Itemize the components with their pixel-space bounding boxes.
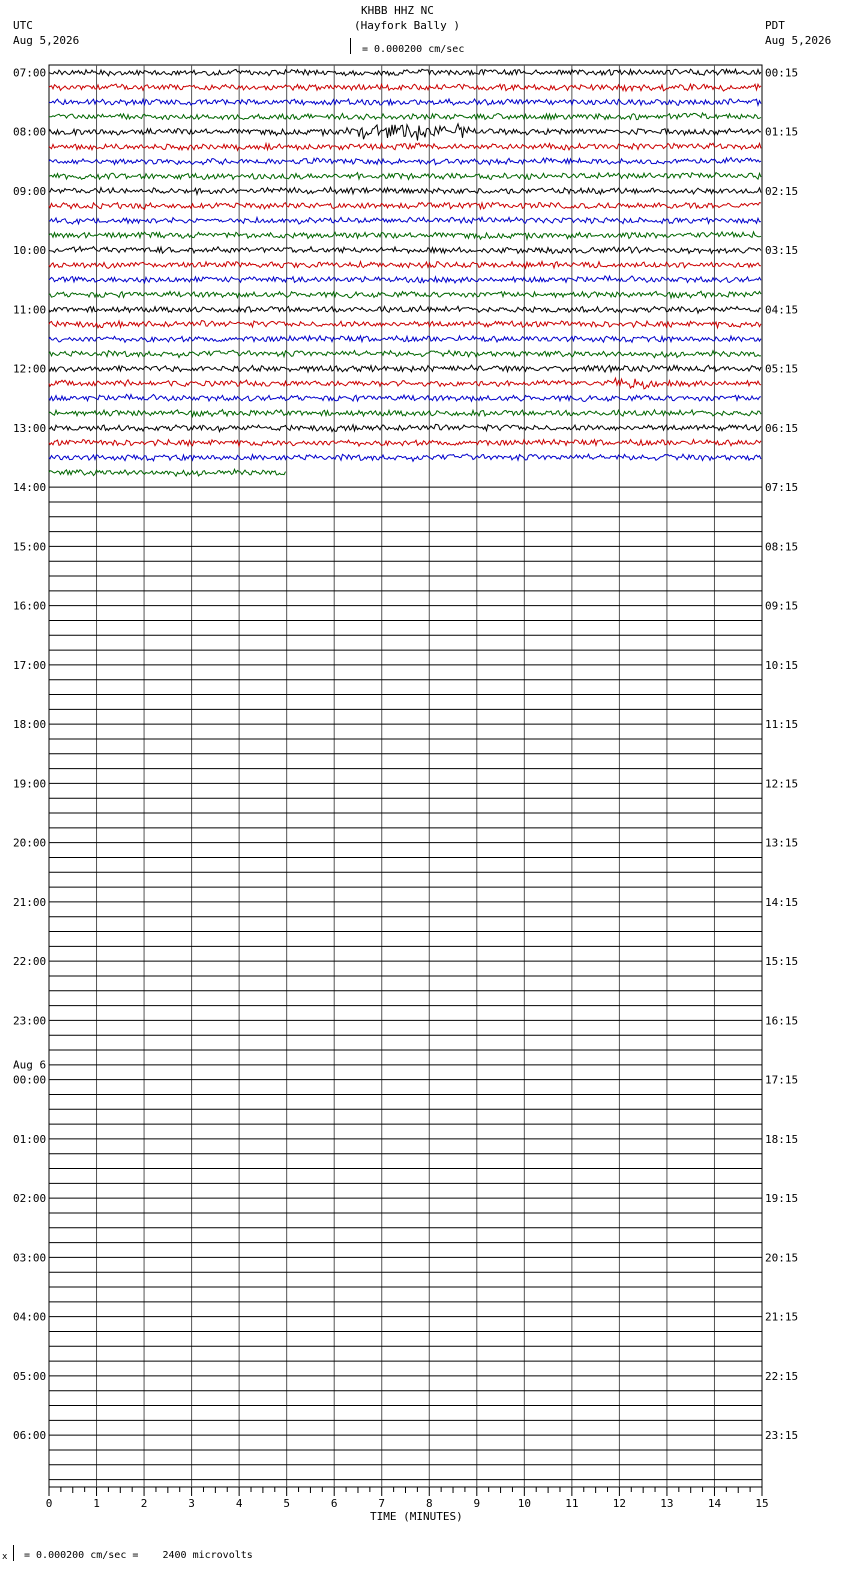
left-hour-label: 06:00 xyxy=(13,1429,47,1443)
right-hour-label: 14:15 xyxy=(765,895,799,909)
seismic-trace xyxy=(49,394,761,401)
seismic-trace xyxy=(49,365,761,372)
left-hour-label: 11:00 xyxy=(13,303,47,317)
x-tick-label: 14 xyxy=(707,1497,722,1510)
left-hour-label: 13:00 xyxy=(13,421,47,435)
seismic-trace xyxy=(49,321,761,328)
left-hour-label: 01:00 xyxy=(13,1132,47,1146)
right-hour-label: 12:15 xyxy=(765,777,799,791)
x-tick-label: 2 xyxy=(140,1497,148,1510)
x-tick-label: 4 xyxy=(235,1497,243,1510)
seismic-trace xyxy=(49,247,761,254)
right-date: Aug 5,2026 xyxy=(765,34,832,47)
left-hour-label: 10:00 xyxy=(13,244,47,258)
footer-scale-icon xyxy=(13,1545,17,1561)
x-tick-label: 13 xyxy=(660,1497,674,1510)
right-hour-label: 01:15 xyxy=(765,125,799,139)
left-hour-label: 08:00 xyxy=(13,125,47,139)
x-tick-label: 10 xyxy=(517,1497,531,1510)
right-hour-label: 03:15 xyxy=(765,244,799,258)
seismic-trace xyxy=(49,99,761,105)
right-hour-label: 17:15 xyxy=(765,1073,799,1087)
right-hour-label: 08:15 xyxy=(765,540,799,554)
x-tick-label: 0 xyxy=(45,1497,53,1510)
right-hour-label: 09:15 xyxy=(765,599,799,613)
seismic-trace xyxy=(49,217,761,224)
station-location: (Hayfork Bally ) xyxy=(354,19,460,32)
right-hour-label: 02:15 xyxy=(765,184,799,198)
scale-label: = 0.000200 cm/sec xyxy=(362,44,465,55)
left-hour-label: 18:00 xyxy=(13,718,47,732)
right-hour-label: 11:15 xyxy=(765,718,799,732)
seismic-trace xyxy=(49,276,761,283)
seismic-trace xyxy=(49,336,761,343)
seismic-trace xyxy=(49,378,761,389)
x-tick-label: 7 xyxy=(378,1497,386,1510)
x-tick-label: 5 xyxy=(283,1497,290,1510)
left-hour-label: 07:00 xyxy=(13,66,47,80)
seismic-trace xyxy=(49,202,761,209)
left-hour-label: 05:00 xyxy=(13,1369,47,1383)
seismic-trace xyxy=(49,84,761,91)
right-timezone: PDT xyxy=(765,19,785,32)
left-hour-label: 04:00 xyxy=(13,1310,47,1324)
x-tick-label: 1 xyxy=(93,1497,100,1510)
seismic-trace xyxy=(49,187,761,194)
seismic-trace xyxy=(49,124,761,141)
footer-scale-label: = 0.000200 cm/sec = 2400 microvolts xyxy=(24,1550,253,1561)
left-hour-label: 22:00 xyxy=(13,955,47,969)
station-title: KHBB HHZ NC xyxy=(361,4,434,17)
left-hour-label: 17:00 xyxy=(13,658,47,672)
x-tick-label: 11 xyxy=(565,1497,579,1510)
seismic-trace xyxy=(49,158,761,165)
right-hour-label: 10:15 xyxy=(765,658,799,672)
right-hour-label: 07:15 xyxy=(765,481,799,495)
right-hour-label: 05:15 xyxy=(765,362,799,376)
date-change-label: Aug 6 xyxy=(13,1058,47,1072)
x-tick-label: 8 xyxy=(425,1497,433,1510)
left-hour-label: 00:00 xyxy=(13,1073,47,1087)
x-tick-label: 9 xyxy=(473,1497,481,1510)
left-hour-label: 15:00 xyxy=(13,540,47,554)
right-hour-label: 15:15 xyxy=(765,955,799,969)
left-timezone: UTC xyxy=(13,19,33,32)
right-hour-label: 13:15 xyxy=(765,836,799,850)
right-hour-label: 16:15 xyxy=(765,1014,799,1028)
left-hour-label: 20:00 xyxy=(13,836,47,850)
seismic-trace xyxy=(49,424,761,431)
right-hour-label: 22:15 xyxy=(765,1369,799,1383)
x-tick-label: 15 xyxy=(755,1497,769,1510)
right-hour-label: 04:15 xyxy=(765,303,799,317)
left-hour-label: 21:00 xyxy=(13,895,47,909)
seismic-trace xyxy=(49,69,761,76)
x-tick-label: 6 xyxy=(330,1497,338,1510)
seismic-trace xyxy=(49,410,761,417)
x-axis-title: TIME (MINUTES) xyxy=(370,1510,463,1523)
left-hour-label: 12:00 xyxy=(13,362,47,376)
x-tick-label: 3 xyxy=(188,1497,195,1510)
seismic-trace xyxy=(49,291,761,298)
seismic-trace xyxy=(49,306,761,313)
left-hour-label: 23:00 xyxy=(13,1014,47,1028)
seismic-trace xyxy=(49,113,761,120)
right-hour-label: 19:15 xyxy=(765,1192,799,1206)
left-hour-label: 14:00 xyxy=(13,481,47,495)
seismic-trace xyxy=(49,350,761,357)
right-hour-label: 20:15 xyxy=(765,1251,799,1265)
x-tick-label: 12 xyxy=(612,1497,627,1510)
left-hour-label: 03:00 xyxy=(13,1251,47,1265)
footer-mark: x xyxy=(2,1552,8,1562)
seismic-trace xyxy=(49,232,761,239)
left-hour-label: 02:00 xyxy=(13,1192,47,1206)
right-hour-label: 23:15 xyxy=(765,1429,799,1443)
seismic-trace xyxy=(49,262,761,269)
left-date: Aug 5,2026 xyxy=(13,34,80,47)
right-hour-label: 21:15 xyxy=(765,1310,799,1324)
left-hour-label: 09:00 xyxy=(13,184,47,198)
seismic-trace xyxy=(49,173,761,180)
right-hour-label: 00:15 xyxy=(765,66,799,80)
seismic-trace xyxy=(49,440,761,447)
seismic-trace xyxy=(49,143,761,150)
seismic-trace xyxy=(49,469,286,476)
right-hour-label: 18:15 xyxy=(765,1132,799,1146)
seismic-trace xyxy=(49,454,761,461)
right-hour-label: 06:15 xyxy=(765,421,799,435)
left-hour-label: 19:00 xyxy=(13,777,47,791)
left-hour-label: 16:00 xyxy=(13,599,47,613)
